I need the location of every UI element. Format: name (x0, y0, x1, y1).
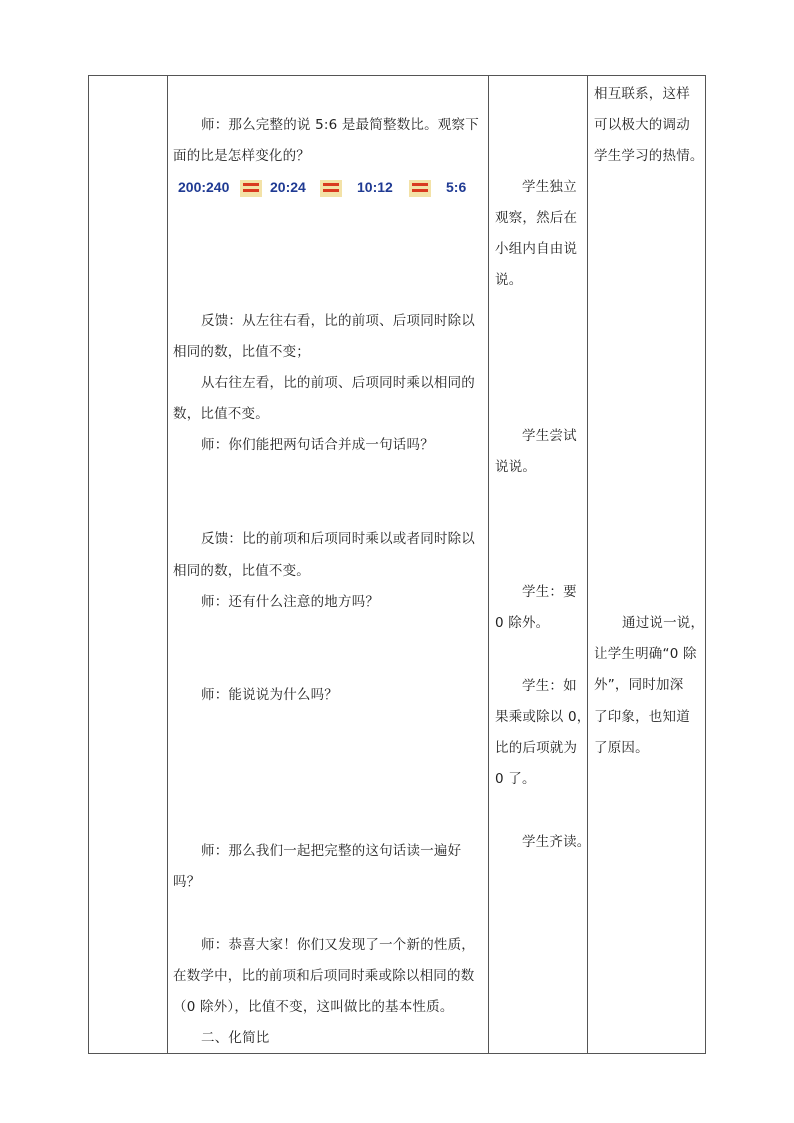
design-note-2-line4: 了印象，也知道 (594, 709, 690, 725)
equals-icon (320, 180, 342, 197)
teacher-conclusion: 师：恭喜大家！你们又发现了一个新的性质， (201, 937, 475, 953)
student-answer-1: 学生：要 (522, 584, 577, 600)
feedback-2: 反馈：比的前项和后项同时乘以或者同时除以 (201, 531, 475, 547)
ratio-200-240: 200:240 (178, 179, 230, 195)
section-heading: 二、化简比 (201, 1030, 270, 1046)
design-note-2-line5: 了原因。 (594, 740, 649, 756)
feedback-1-second-cont: 数，比值不变。 (173, 406, 269, 422)
feedback-1: 反馈：从左往右看，比的前项、后项同时除以 (201, 313, 475, 329)
student-activity-1-line3: 小组内自由说 (495, 241, 578, 257)
student-answer-2: 学生：如 (522, 678, 577, 694)
student-answer-2-line4: 0 了。 (495, 771, 536, 787)
student-answer-2-line3: 比的后项就为 (495, 740, 578, 756)
equals-icon (240, 180, 262, 197)
student-answer-2-line2: 果乘或除以 0， (495, 709, 591, 725)
teacher-question-5-cont: 吗？ (173, 874, 201, 890)
teacher-conclusion-line3: （0 除外），比值不变，这叫做比的基本性质。 (173, 999, 454, 1015)
design-note-1-line3: 学生学习的热情。 (594, 148, 704, 164)
student-activity-2-line2: 说说。 (495, 459, 537, 475)
design-note-1-line2: 可以极大的调动 (594, 117, 690, 133)
design-note-2-line2: 让学生明确“0 除 (594, 646, 697, 662)
design-note-2-line3: 外”，同时加深 (594, 677, 684, 693)
column-divider-2 (488, 75, 489, 1054)
column-divider-1 (167, 75, 168, 1054)
student-activity-3: 学生齐读。 (522, 834, 591, 850)
teacher-question-1: 师：那么完整的说 5:6 是最简整数比。观察下 (201, 117, 479, 133)
ratio-5-6: 5:6 (446, 179, 467, 195)
design-note-1: 相互联系，这样 (594, 86, 690, 102)
teacher-question-2: 师：你们能把两句话合并成一句话吗？ (201, 437, 434, 453)
student-activity-1: 学生独立 (522, 179, 577, 195)
column-divider-3 (587, 75, 588, 1054)
teacher-conclusion-line2: 在数学中，比的前项和后项同时乘或除以相同的数 (173, 968, 475, 984)
teacher-question-3: 师：还有什么注意的地方吗？ (201, 594, 380, 610)
ratio-10-12: 10:12 (357, 179, 393, 195)
student-answer-1-line2: 0 除外。 (495, 615, 550, 631)
teacher-question-4: 师：能说说为什么吗？ (201, 687, 338, 703)
ratio-20-24: 20:24 (270, 179, 306, 195)
feedback-2-cont: 相同的数，比值不变。 (173, 563, 310, 579)
student-activity-1-line4: 说。 (495, 272, 523, 288)
equals-icon (409, 180, 431, 197)
teacher-question-5: 师：那么我们一起把完整的这句话读一遍好 (201, 843, 462, 859)
student-activity-1-line2: 观察，然后在 (495, 210, 578, 226)
student-activity-2: 学生尝试 (522, 428, 577, 444)
design-note-2: 通过说一说， (622, 615, 705, 631)
feedback-1-cont: 相同的数，比值不变； (173, 344, 310, 360)
feedback-1-second: 从右往左看，比的前项、后项同时乘以相同的 (201, 375, 475, 391)
teacher-question-1-cont: 面的比是怎样变化的？ (173, 148, 310, 164)
